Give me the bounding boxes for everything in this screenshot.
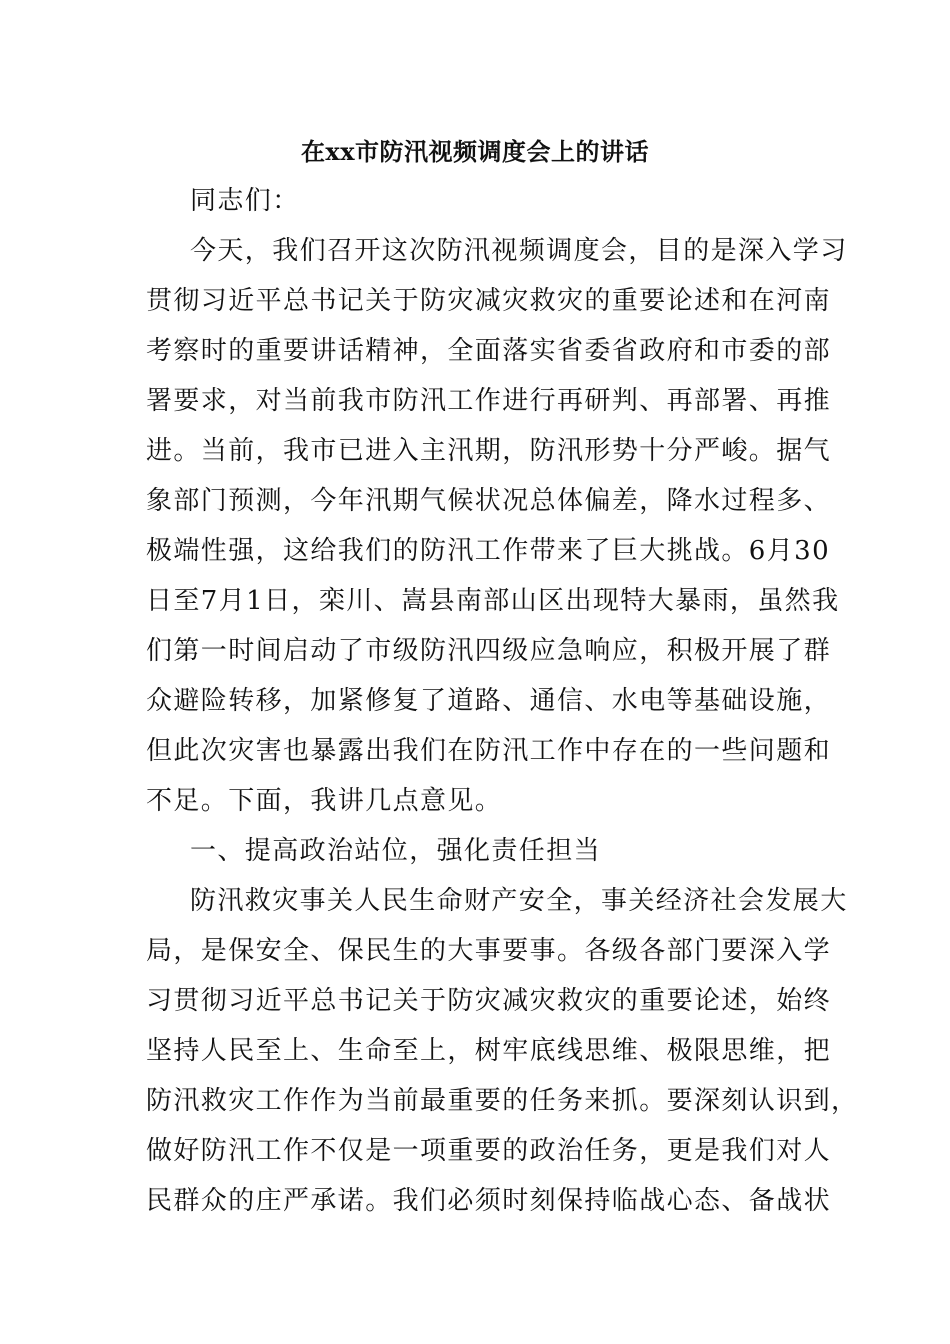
paragraph-line: 进。当前，我市已进入主汛期，防汛形势十分严峻。据气 [146, 436, 832, 466]
paragraph-line: 考察时的重要讲话精神，全面落实省委省政府和市委的部 [146, 336, 832, 366]
paragraph-line: 防汛救灾事关人民生命财产安全，事关经济社会发展大 [190, 886, 848, 916]
paragraph-line: 局，是保安全、保民生的大事要事。各级各部门要深入学 [146, 936, 832, 966]
salutation: 同志们： [190, 186, 300, 216]
paragraph-line: 习贯彻习近平总书记关于防灾减灾救灾的重要论述，始终 [146, 986, 832, 1016]
paragraph-line: 民群众的庄严承诺。我们必须时刻保持临战心态、备战状 [146, 1186, 832, 1216]
paragraph-line: 极端性强，这给我们的防汛工作带来了巨大挑战。6月30 [146, 536, 831, 566]
paragraph-line: 们第一时间启动了市级防汛四级应急响应，积极开展了群 [146, 636, 832, 666]
paragraph-line: 坚持人民至上、生命至上，树牢底线思维、极限思维，把 [146, 1036, 832, 1066]
paragraph-line: 众避险转移，加紧修复了道路、通信、水电等基础设施， [146, 686, 832, 716]
paragraph-line: 做好防汛工作不仅是一项重要的政治任务，更是我们对人 [146, 1136, 832, 1166]
paragraph-line: 今天，我们召开这次防汛视频调度会，目的是深入学习 [190, 236, 848, 266]
paragraph-line: 日至7月1日，栾川、嵩县南部山区出现特大暴雨，虽然我 [146, 586, 840, 616]
paragraph-line: 象部门预测，今年汛期气候状况总体偏差，降水过程多、 [146, 486, 832, 516]
paragraph-line: 不足。下面，我讲几点意见。 [146, 786, 503, 816]
section-heading: 一、提高政治站位，强化责任担当 [190, 836, 602, 866]
paragraph-line: 贯彻习近平总书记关于防灾减灾救灾的重要论述和在河南 [146, 286, 832, 316]
paragraph-line: 署要求，对当前我市防汛工作进行再研判、再部署、再推 [146, 386, 832, 416]
document-title: 在xx市防汛视频调度会上的讲话 [300, 137, 650, 166]
paragraph-line: 但此次灾害也暴露出我们在防汛工作中存在的一些问题和 [146, 736, 832, 766]
paragraph-line: 防汛救灾工作作为当前最重要的任务来抓。要深刻认识到， [146, 1086, 859, 1116]
